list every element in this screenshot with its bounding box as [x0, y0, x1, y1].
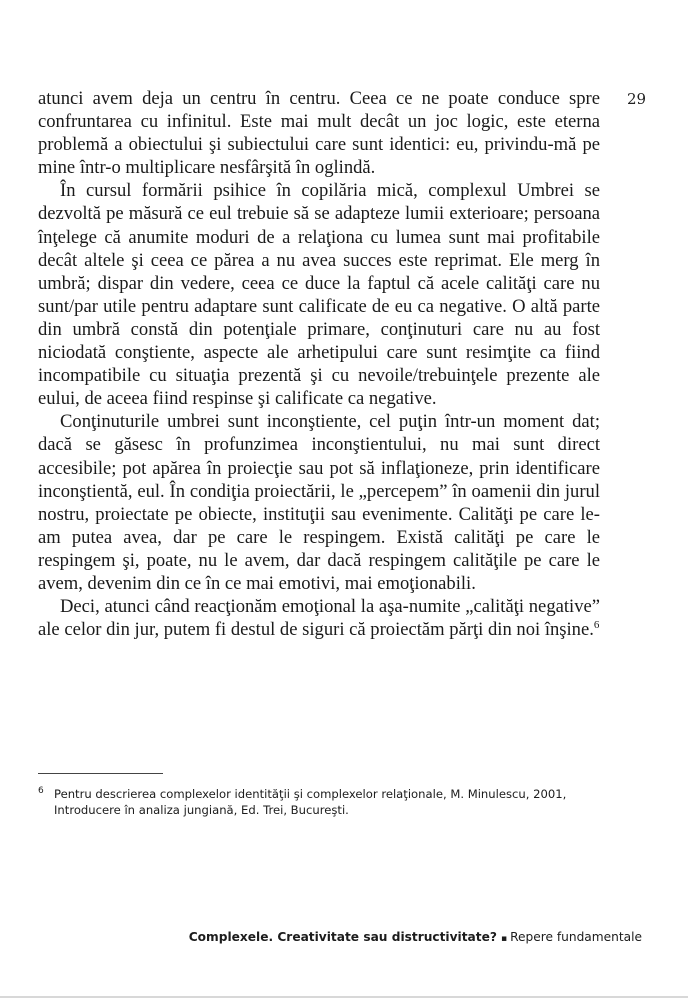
- paragraph-4: [38, 595, 600, 641]
- footnote-text: Pentru descrierea complexelor identităţii şi complexelor relaţionale, M. Minulescu, 2001, Introducere în analiza jungiană, Ed. Trei, Bucureşti.: [54, 787, 567, 817]
- footer-book-title: Complexele. Creativitate sau distructivitate?: [188, 930, 497, 944]
- paragraph-2: În cursul formării psihice în copilăria mică, complexul Umbrei se dezvoltă pe măsură ce eul trebuie să se adapteze lumii exterioare; persoana înţelege că anumite moduri de a relaţiona cu lumea sunt mai profitabile decât altele şi ceea ce părea a nu avea succes este reprimat. Ele merg în umbră; dispar din vedere, ceea ce duce la faptul că acele calităţi care nu sunt/par utile pentru adaptare sunt calificate de eu ca negative. O altă parte din umbră constă din potenţiale primare, conţinuturi care nu au fost niciodată conştiente, aspecte ale arhetipului care sunt resimţite ca fiind incompatibile cu situaţia prezentă şi cu nevoile/trebuinţele prezente ale eului, de aceea fiind respinse şi calificate ca negative.: [38, 180, 600, 410]
- footer-section-title: Repere fundamentale: [510, 930, 642, 944]
- paragraph-4-text: Deci, atunci când reacţionăm emoţional la aşa-numite „calităţi negative” ale celor din jur, putem fi destul de siguri că proiectăm părţi din noi înşine.: [38, 596, 600, 641]
- footnote-divider: [38, 773, 163, 774]
- paragraph-1: atunci avem deja un centru în centru. Ceea ce ne poate conduce spre confruntarea cu infinitul. Este mai mult decât un joc logic, este eterna problemă a obiectului şi subiectului care sunt identici: eu, privindu-mă pe mine într-o multiplicare nesfârşită în oglindă.: [38, 88, 600, 179]
- footnote-reference[interactable]: 6: [593, 618, 600, 631]
- page-number: 29: [627, 90, 647, 108]
- page-edge-divider: [0, 996, 688, 998]
- body-text: [38, 87, 600, 641]
- footnote: [38, 786, 608, 818]
- footnote-marker: 6: [38, 786, 44, 796]
- footer-separator-icon: ▪: [500, 934, 508, 944]
- paragraph-3: Conţinuturile umbrei sunt inconştiente, cel puţin într-un moment dat; dacă se găsesc în profunzimea inconştientului, nu mai sunt direct accesibile; pot apărea în proiecţie sau pot să inflaţioneze, prin identificare inconştientă, eul. În condiţia proiectării, le „percepem” în oamenii din jurul nostru, proiectate pe obiecte, instituţii sau evenimente. Calităţi pe care le-am putea avea, dar pe care le respingem. Există calităţi pe care le respingem şi, poate, nu le avem, dar dacă respingem calităţile pe care le avem, devenim din ce în ce mai emotivi, mai emoţionabili.: [38, 411, 600, 594]
- running-footer: [189, 930, 642, 944]
